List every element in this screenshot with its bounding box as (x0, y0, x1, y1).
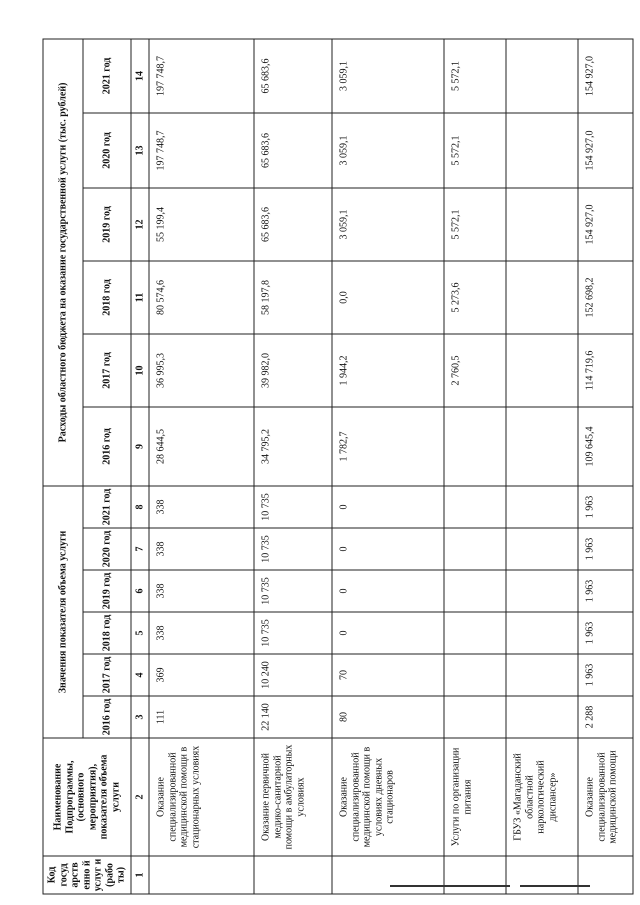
cell-volume-value (444, 612, 506, 654)
table-row (332, 39, 444, 894)
services-budget-table (43, 38, 634, 894)
header-volume-year: 2020 год (83, 528, 131, 570)
cell-budget-value: 65 683,6 (254, 113, 332, 188)
column-number: 13 (131, 113, 149, 188)
column-number: 6 (131, 570, 149, 612)
cell-budget-value: 3 059,1 (332, 113, 444, 188)
column-number: 14 (131, 39, 149, 113)
cell-budget-value: 65 683,6 (254, 39, 332, 113)
cell-budget-value: 5 572,1 (444, 113, 506, 188)
cell-volume-value: 0 (332, 486, 444, 528)
cell-budget-value: 65 683,6 (254, 188, 332, 261)
header-volume-year: 2021 год (83, 486, 131, 528)
table-row (149, 39, 254, 894)
cell-volume-value: 1 963 (578, 486, 633, 528)
cell-budget-value: 1 782,7 (332, 407, 444, 486)
cell-volume-value: 10 735 (254, 570, 332, 612)
cell-budget-value: 154 927,0 (578, 39, 633, 113)
header-budget-year: 2016 год (83, 407, 131, 486)
header-code: Код госуд арств енно й услуг и (рабо ты) (43, 856, 131, 894)
cell-budget-value: 58 197,8 (254, 261, 332, 334)
cell-name: Оказание специализированной медицинской помощи в условиях дневных стационаров (332, 738, 444, 856)
cell-budget-value: 5 572,1 (444, 188, 506, 261)
cell-name: Оказание первичной медико-санитарной помощи в амбулаторных условиях (254, 738, 332, 856)
cell-volume-value: 0 (332, 612, 444, 654)
cell-volume-value: 10 735 (254, 486, 332, 528)
cell-budget-value: 55 199,4 (149, 188, 254, 261)
cell-code (506, 856, 578, 894)
cell-volume-value (506, 612, 578, 654)
cell-budget-value: 152 698,2 (578, 261, 633, 334)
cell-budget-value: 197 748,7 (149, 113, 254, 188)
cell-volume-value: 338 (149, 528, 254, 570)
cell-code (254, 856, 332, 894)
column-number: 10 (131, 334, 149, 407)
cell-volume-value: 1 963 (578, 612, 633, 654)
cell-volume-value (444, 486, 506, 528)
cell-budget-value (506, 188, 578, 261)
column-number: 9 (131, 407, 149, 486)
cell-volume-value (444, 654, 506, 696)
footer-line-short (520, 885, 590, 887)
cell-volume-value: 0 (332, 528, 444, 570)
cell-budget-value: 5 572,1 (444, 39, 506, 113)
header-volume-year: 2017 год (83, 654, 131, 696)
cell-volume-value (444, 528, 506, 570)
column-number: 4 (131, 654, 149, 696)
cell-volume-value: 80 (332, 696, 444, 738)
cell-budget-value (444, 407, 506, 486)
cell-volume-value (506, 696, 578, 738)
cell-budget-value: 0,0 (332, 261, 444, 334)
cell-volume-value: 338 (149, 486, 254, 528)
cell-budget-value: 36 995,3 (149, 334, 254, 407)
column-number: 11 (131, 261, 149, 334)
cell-volume-value: 0 (332, 570, 444, 612)
cell-budget-value (506, 39, 578, 113)
header-budget-year: 2019 год (83, 188, 131, 261)
cell-volume-value (444, 696, 506, 738)
cell-budget-value (506, 261, 578, 334)
cell-volume-value (506, 654, 578, 696)
cell-volume-value: 1 963 (578, 570, 633, 612)
cell-volume-value: 10 735 (254, 528, 332, 570)
header-budget-group: Расходы областного бюджета на оказание государственной услуги (тыс. рублей) (43, 39, 83, 486)
cell-volume-value: 111 (149, 696, 254, 738)
cell-volume-value (506, 570, 578, 612)
table-row (444, 39, 506, 894)
cell-budget-value: 2 760,5 (444, 334, 506, 407)
column-number: 2 (131, 738, 149, 856)
cell-volume-value (506, 486, 578, 528)
header-volume-group: Значения показателя объема услуги (43, 486, 83, 738)
cell-code (332, 856, 444, 894)
header-budget-year: 2018 год (83, 261, 131, 334)
cell-budget-value: 109 645,4 (578, 407, 633, 486)
cell-name: Оказание специализированной медицинской помощи в стационарных условиях (149, 738, 254, 856)
cell-budget-value (506, 334, 578, 407)
cell-budget-value: 154 927,0 (578, 113, 633, 188)
cell-budget-value: 39 982,0 (254, 334, 332, 407)
table-row (578, 39, 633, 894)
header-budget-year: 2020 год (83, 113, 131, 188)
cell-volume-value: 338 (149, 570, 254, 612)
cell-volume-value: 22 140 (254, 696, 332, 738)
cell-budget-value: 154 927,0 (578, 188, 633, 261)
cell-volume-value: 1 963 (578, 528, 633, 570)
cell-budget-value: 1 944,2 (332, 334, 444, 407)
cell-budget-value: 80 574,6 (149, 261, 254, 334)
table-row (506, 39, 578, 894)
cell-volume-value (506, 528, 578, 570)
cell-code (578, 856, 633, 894)
column-number: 3 (131, 696, 149, 738)
footer-line (390, 885, 510, 887)
cell-budget-value: 34 795,2 (254, 407, 332, 486)
cell-budget-value (506, 407, 578, 486)
cell-budget-value (506, 113, 578, 188)
cell-budget-value: 114 719,6 (578, 334, 633, 407)
column-number: 8 (131, 486, 149, 528)
column-number: 5 (131, 612, 149, 654)
cell-name: ГБУЗ «Магаданский областной наркологический диспансер» (506, 738, 578, 856)
cell-name: Оказание специализированной медицинской помощи (578, 738, 633, 856)
cell-code (149, 856, 254, 894)
cell-name: Услуги по организации питания (444, 738, 506, 856)
cell-code (444, 856, 506, 894)
column-number: 7 (131, 528, 149, 570)
header-name: Наименование Подпрограммы, (основного мероприятия), показателя объема услуги (43, 738, 131, 856)
cell-volume-value: 2 288 (578, 696, 633, 738)
cell-volume-value: 10 240 (254, 654, 332, 696)
cell-volume-value: 1 963 (578, 654, 633, 696)
header-budget-year: 2021 год (83, 39, 131, 113)
table-row (254, 39, 332, 894)
header-volume-year: 2016 год (83, 696, 131, 738)
cell-volume-value: 10 735 (254, 612, 332, 654)
column-number: 12 (131, 188, 149, 261)
cell-budget-value: 5 273,6 (444, 261, 506, 334)
cell-budget-value: 197 748,7 (149, 39, 254, 113)
header-volume-year: 2018 год (83, 612, 131, 654)
cell-volume-value: 338 (149, 612, 254, 654)
header-volume-year: 2019 год (83, 570, 131, 612)
cell-budget-value: 28 644,5 (149, 407, 254, 486)
header-budget-year: 2017 год (83, 334, 131, 407)
cell-volume-value (444, 570, 506, 612)
cell-volume-value: 369 (149, 654, 254, 696)
cell-budget-value: 3 059,1 (332, 188, 444, 261)
cell-volume-value: 70 (332, 654, 444, 696)
cell-budget-value: 3 059,1 (332, 39, 444, 113)
column-number: 1 (131, 856, 149, 894)
rotated-table-container (43, 40, 633, 895)
